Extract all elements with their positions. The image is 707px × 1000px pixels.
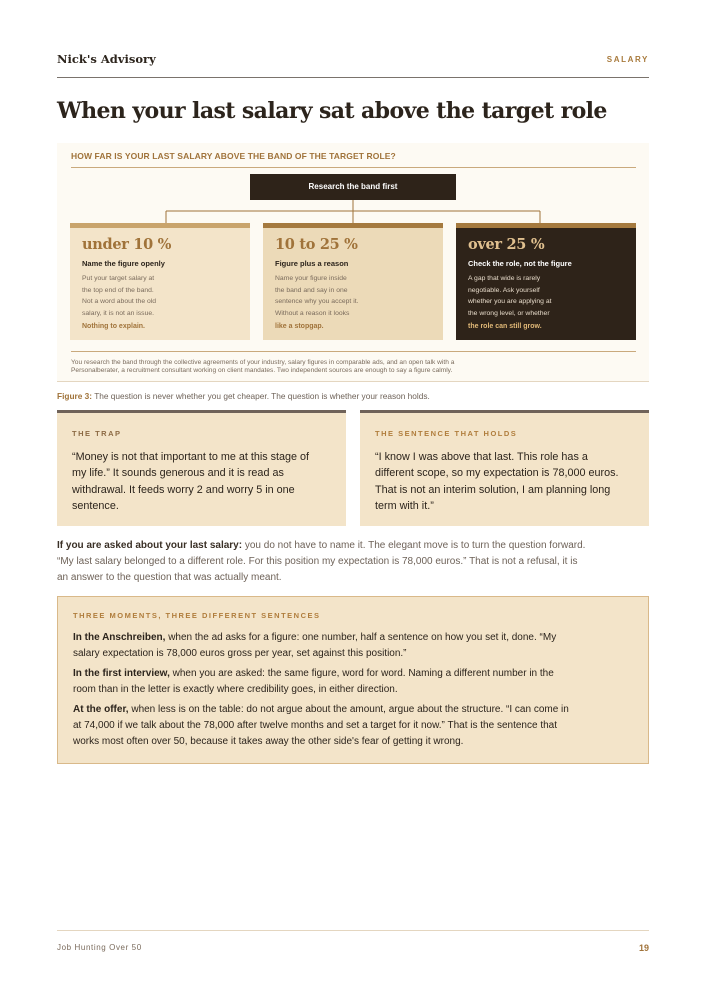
moment-lead: In the Anschreiben, (73, 632, 166, 643)
callout-text (72, 449, 331, 514)
figure-note-line: Personalberater, a recruitment consultant working on client mandates. Two independent sources are enough to say a figure calmly. (71, 367, 453, 374)
page-footer (57, 930, 649, 953)
branch-title: under 10 % (82, 236, 172, 253)
callout-text (375, 449, 634, 514)
figure-note-line: You research the band through the collective agreements of your industry, salary figures in comparable ads, and an open talk with a (71, 359, 455, 366)
moment-item (73, 666, 633, 698)
callout-line: “Money is not that important to me at this stage of (72, 451, 310, 463)
paragraph-line: an answer to the question that was actually meant. (57, 572, 282, 583)
page-title: When your last salary sat above the target role (57, 98, 607, 124)
moment-line (73, 702, 633, 718)
branch-subtitle: Check the role, not the figure (468, 259, 572, 268)
callout-sentence-that-holds (360, 410, 649, 526)
paragraph-line: “My last salary belonged to a different role. For this position my expectation is 78,000 euros.” That is not a refusal, it is (57, 556, 578, 567)
figure-root-box: Research the band first (250, 174, 456, 200)
branch-over-25 (456, 223, 636, 340)
callout-line: “I know I was above that last. This role has a (375, 451, 588, 463)
callout-trap (57, 410, 346, 526)
branch-body-line: the band and say in one (275, 286, 348, 294)
page-header (57, 50, 649, 78)
branch-footer: like a stopgap. (275, 322, 324, 330)
callout-line: sentence. (72, 499, 119, 512)
callout-label: THE SENTENCE THAT HOLDS (375, 429, 518, 438)
branch-body-line: the top end of the band. (82, 286, 154, 294)
paragraph-text: you do not have to name it. The elegant move is to turn the question forward. (242, 540, 586, 551)
branch-body-line: Not a word about the old (82, 298, 157, 306)
branch-footer: the role can still grow. (468, 322, 542, 330)
branch-body-line: A gap that wide is rarely (468, 275, 541, 282)
moment-line: salary expectation is 78,000 euros gross per year, set against this position.” (73, 648, 407, 659)
moments-box (57, 596, 649, 764)
branch-body-line: sentence why you accept it. (275, 298, 359, 306)
moment-line: works most often over 50, because it takes away the other side's fear of getting it wrong. (73, 736, 464, 747)
page-number: 19 (638, 943, 649, 953)
branch-body-line: Without a reason it looks (275, 310, 350, 318)
callout-line: withdrawal. It feeds worry 2 and worry 5 in one (72, 483, 295, 496)
moment-line (73, 630, 633, 646)
moment-item (73, 630, 633, 662)
section-tag: SALARY (606, 55, 649, 64)
branch-footer: Nothing to explain. (82, 322, 145, 330)
branch-body-line: the wrong level, or whether (468, 310, 550, 318)
body-paragraph (57, 538, 657, 586)
callout-line: term with it.” (375, 499, 434, 512)
decision-figure (57, 143, 649, 382)
branch-body-line: negotiable. Ask yourself (468, 286, 540, 294)
moment-line (73, 666, 633, 682)
book-title: Job Hunting Over 50 (57, 943, 142, 952)
moment-text: when the ad asks for a figure: one number, half a sentence on how you set it, done. “My (165, 632, 557, 643)
branch-subtitle: Figure plus a reason (275, 259, 349, 268)
moments-label: THREE MOMENTS, THREE DIFFERENT SENTENCES (73, 611, 321, 620)
branch-body (275, 273, 431, 320)
branch-10-to-25 (263, 223, 443, 340)
branch-title: over 25 % (468, 236, 545, 253)
figure-caption (57, 391, 430, 401)
moment-line: room than in the letter is exactly where credibility goes, in either direction. (73, 684, 398, 695)
caption-text: The question is never whether you get cheaper. The question is whether your reason holds. (92, 391, 430, 401)
callout-line: my life.” It sounds generous and it is read as (72, 467, 284, 480)
caption-label: Figure 3: (57, 391, 93, 401)
callout-label: THE TRAP (72, 429, 122, 438)
moment-text: when you are asked: the same figure, word for word. Naming a different number in the (169, 668, 554, 679)
figure-note (71, 351, 636, 375)
branch-under-10 (70, 223, 250, 340)
paragraph-lead: If you are asked about your last salary: (57, 540, 243, 551)
figure-connectors (57, 143, 649, 233)
figure-question: HOW FAR IS YOUR LAST SALARY ABOVE THE BAND OF THE TARGET ROLE? (71, 151, 636, 168)
callout-line: That is not an interim solution, I am planning long (375, 483, 611, 496)
brand-name: Nick's Advisory (57, 52, 156, 66)
branch-subtitle: Name the figure openly (82, 259, 165, 268)
callout-line: different scope, so my expectation is 78,000 euros. (375, 467, 619, 480)
branch-body-line: salary, it is not an issue. (82, 310, 155, 318)
paragraph-line (57, 538, 657, 554)
branch-body-line: Put your target salary at (82, 275, 155, 282)
moment-item (73, 702, 633, 750)
branch-title: 10 to 25 % (275, 236, 358, 253)
moment-lead: In the first interview, (73, 668, 170, 679)
branch-body-line: Name your figure inside (275, 275, 347, 282)
moment-line: at 74,000 if we talk about the 78,000 after twelve months and set a target for it now.” That is the sentence that (73, 720, 557, 731)
moment-lead: At the offer, (73, 704, 129, 715)
branch-body-line: whether you are applying at (468, 298, 552, 306)
moment-text: when less is on the table: do not argue about the amount, argue about the structure. “I can come in (128, 704, 569, 715)
branch-body (468, 273, 624, 320)
branch-body (82, 273, 238, 320)
